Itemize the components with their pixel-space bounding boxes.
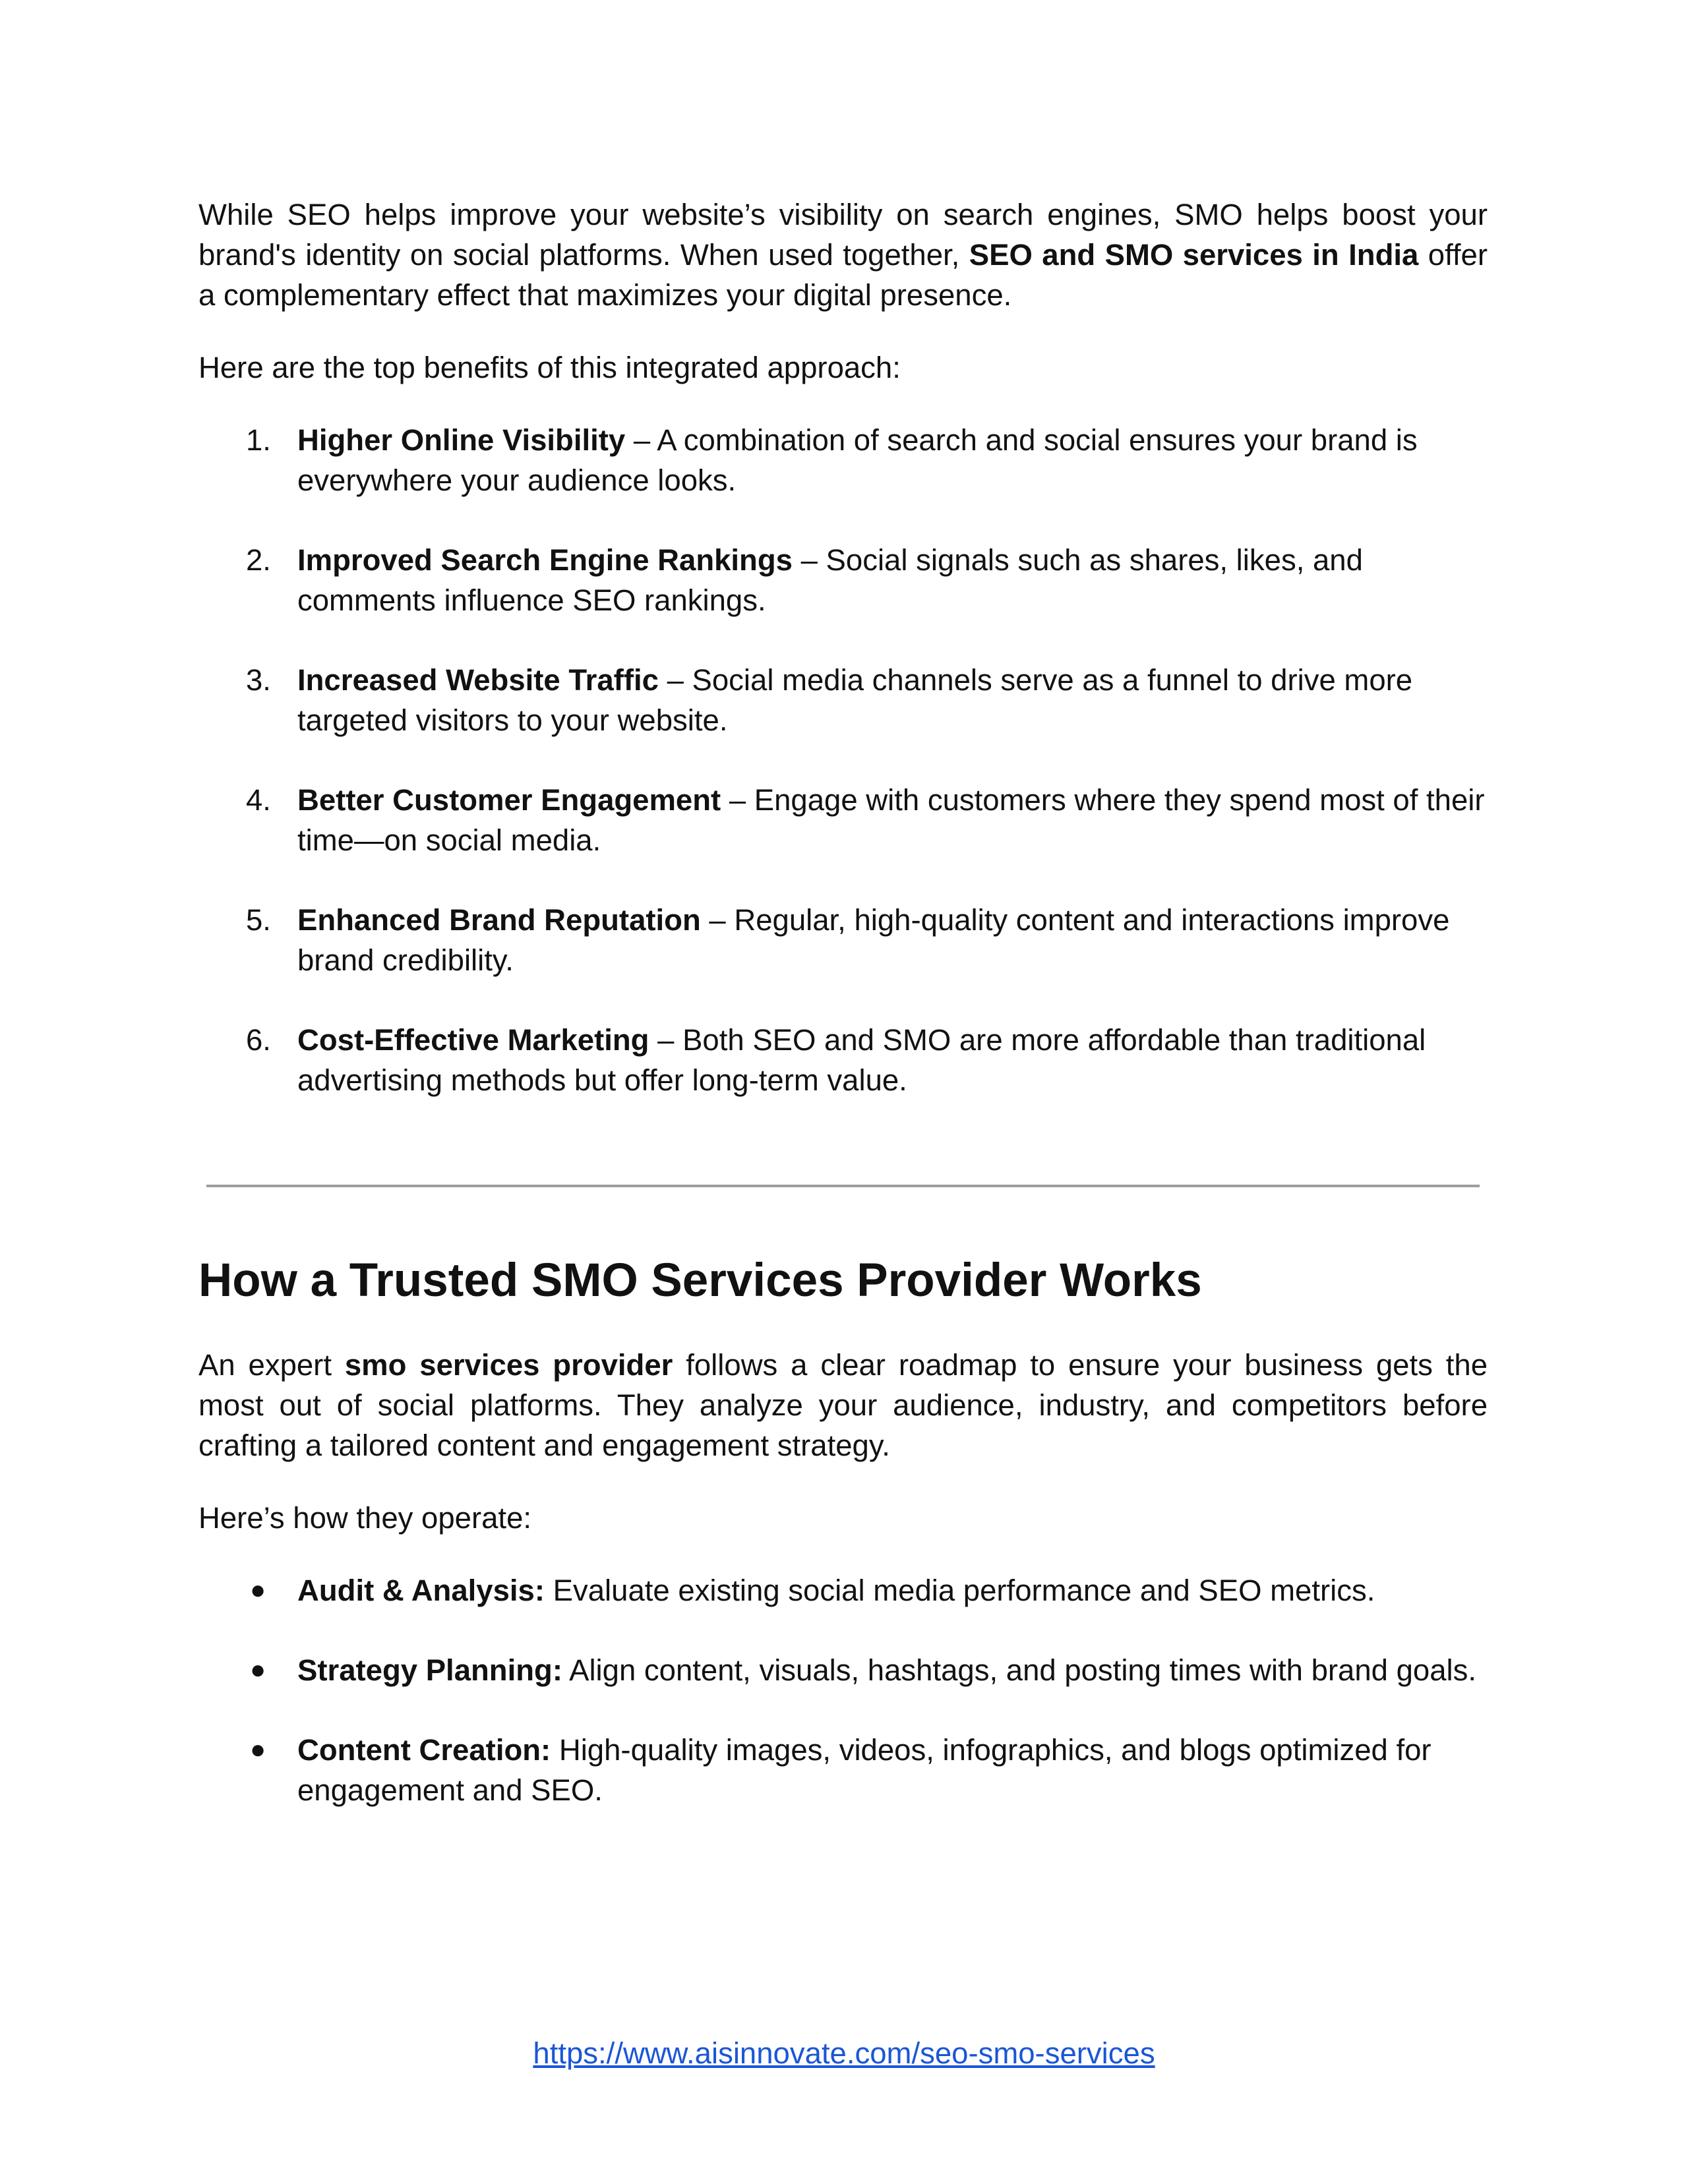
benefit-title: Cost-Effective Marketing — [297, 1023, 649, 1057]
benefit-text: – A combination of search and social ensures your brand is everywhere your audience looks. — [297, 423, 1418, 497]
benefits-list — [198, 420, 1488, 1100]
bullet-icon: ● — [250, 1735, 266, 1764]
step-item — [198, 1570, 1488, 1610]
benefits-intro: Here are the top benefits of this integrated approach: — [198, 351, 901, 384]
benefit-item — [198, 900, 1488, 980]
steps-list — [198, 1570, 1488, 1810]
intro-bold-keyword: SEO and SMO services in India — [969, 238, 1419, 272]
section-heading: How a Trusted SMO Services Provider Works — [198, 1254, 1202, 1307]
benefit-title: Better Customer Engagement — [297, 783, 721, 817]
step-text: High-quality images, videos, infographics, and blogs optimized for engagement and SEO. — [297, 1733, 1432, 1807]
bullet-icon: ● — [250, 1655, 266, 1684]
page-content — [198, 194, 1488, 1810]
provider-paragraph — [198, 1345, 1488, 1465]
step-text: Evaluate existing social media performance and SEO metrics. — [545, 1574, 1375, 1607]
benefit-title: Enhanced Brand Reputation — [297, 903, 701, 937]
step-text: Align content, visuals, hashtags, and posting times with brand goals. — [562, 1653, 1477, 1687]
provider-bold-keyword: smo services provider — [344, 1348, 673, 1382]
intro-paragraph — [198, 194, 1488, 315]
benefit-text: – Engage with customers where they spend most of their time—on social media. — [297, 783, 1485, 857]
benefit-item — [198, 540, 1488, 620]
step-title: Content Creation: — [297, 1733, 551, 1767]
steps-intro: Here’s how they operate: — [198, 1501, 532, 1535]
footer-url-link[interactable]: https://www.aisinnovate.com/seo-smo-services — [533, 2036, 1155, 2070]
step-item — [198, 1730, 1488, 1810]
benefit-item — [198, 1020, 1488, 1100]
benefit-text: – Both SEO and SMO are more affordable than traditional advertising methods but offer long-term value. — [297, 1023, 1426, 1097]
benefit-text: – Regular, high-quality content and interactions improve brand credibility. — [297, 903, 1450, 977]
benefit-text: – Social signals such as shares, likes, and comments influence SEO rankings. — [297, 543, 1363, 617]
benefit-item — [198, 420, 1488, 500]
benefit-title: Higher Online Visibility — [297, 423, 626, 457]
benefit-text: – Social media channels serve as a funnel to drive more targeted visitors to your website. — [297, 663, 1413, 737]
bullet-icon: ● — [250, 1576, 266, 1605]
list-number: 1. — [246, 423, 271, 457]
list-number: 2. — [246, 543, 271, 577]
list-number: 3. — [246, 663, 271, 697]
list-number: 4. — [246, 783, 271, 817]
benefit-item — [198, 780, 1488, 860]
footer — [0, 2034, 1688, 2073]
list-number: 5. — [246, 903, 271, 937]
horizontal-divider — [206, 1185, 1480, 1187]
benefit-title: Increased Website Traffic — [297, 663, 659, 697]
list-number: 6. — [246, 1023, 271, 1057]
provider-text-end: follows a clear roadmap to ensure your business gets the most out of social platforms. They analyze your audience, industry, and competitors before crafting a tailored content and engagement strategy. — [198, 1348, 1488, 1462]
benefit-title: Improved Search Engine Rankings — [297, 543, 793, 577]
intro-text-end: offer a complementary effect that maximizes your digital presence. — [198, 238, 1488, 312]
provider-text-start: An expert — [198, 1348, 345, 1382]
step-title: Audit & Analysis: — [297, 1574, 545, 1607]
step-title: Strategy Planning: — [297, 1653, 562, 1687]
step-item — [198, 1650, 1488, 1690]
benefit-item — [198, 660, 1488, 740]
intro-text-start: While SEO helps improve your website’s visibility on search engines, SMO helps boost your brand's identity on social platforms. When used together, — [198, 198, 1488, 272]
